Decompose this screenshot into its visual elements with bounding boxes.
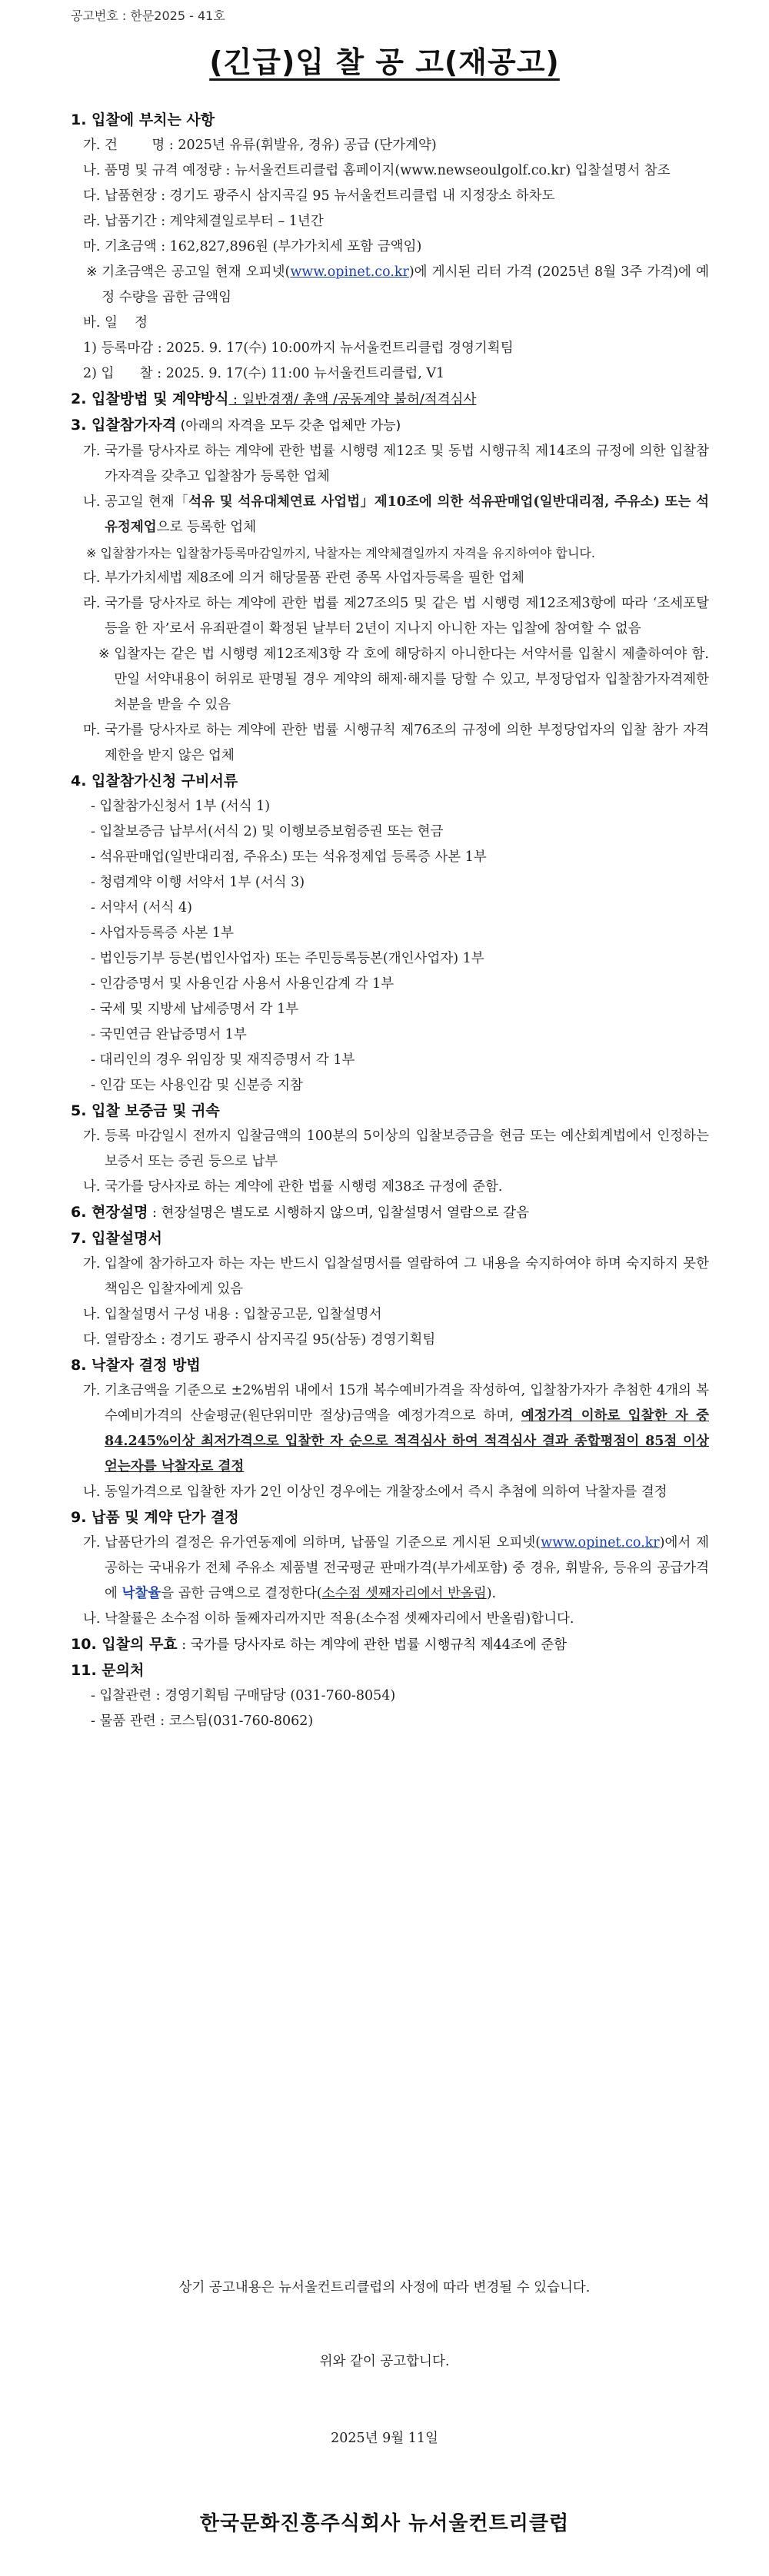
- item-base-amount: 마. 기초금액 : 162,827,896원 (부가가치세 포함 금액임): [83, 239, 422, 254]
- eligibility-ga: 가. 국가를 당사자로 하는 계약에 관한 법률 시행령 제12조 및 동법 시행규칙 제14조의 규정에 의한 입찰참가자격을 갖추고 입찰참가 등록한 업체: [83, 444, 709, 484]
- price-na: 나. 낙찰률은 소수점 이하 둘째자리까지만 적용(소수점 셋째자리에서 반올림)합니다.: [83, 1611, 574, 1627]
- page-title: (긴급)입 찰 공 고(재공고): [209, 45, 560, 79]
- eligibility-na: 나. 공고일 현재「석유 및 석유대체연료 사업법」제10조에 의한 석유판매업(일반대리점, 주유소) 또는 석유정제업으로 등록한 업체: [83, 494, 709, 535]
- organization-name: 한국문화진흥주식회사 뉴서울컨트리클럽: [199, 2512, 570, 2535]
- eligibility-note-1: ※ 입찰참가자는 입찰참가등록마감일까지, 낙찰자는 계약체결일까지 자격을 유지하여야 합니다.: [86, 546, 595, 560]
- section-title: 6. 현장설명: [71, 1204, 148, 1221]
- site-briefing-text: : 현장설명은 별도로 시행하지 않으며, 입찰설명서 열람으로 갈음: [148, 1205, 529, 1221]
- section-unit-price: [71, 1505, 709, 1632]
- list-item: - 청렴계약 이행 서약서 1부 (서식 3): [91, 875, 305, 890]
- award-na: 나. 동일가격으로 입찰한 자가 2인 이상인 경우에는 개찰장소에서 즉시 추첨에 의하여 낙찰자를 결정: [83, 1484, 667, 1500]
- section-site-briefing: [71, 1200, 709, 1226]
- item-delivery-period: 라. 납품기간 : 계약체결일로부터 – 1년간: [83, 214, 324, 229]
- section-eligibility: [71, 413, 709, 769]
- opinet-link[interactable]: www.opinet.co.kr: [290, 264, 409, 280]
- list-item: - 입찰관련 : 경영기획팀 구매담당 (031-760-8054): [91, 1688, 396, 1703]
- item-name: 가. 건 명 : 2025년 유류(휘발유, 경유) 공급 (단가계약): [83, 138, 437, 153]
- list-item: - 입찰보증금 납부서(서식 2) 및 이행보증보험증권 또는 현금: [91, 824, 444, 839]
- schedule-registration: 1) 등록마감 : 2025. 9. 17(수) 10:00까지 뉴서울컨트리클럽 경영기획팀: [83, 341, 514, 356]
- section-title: 4. 입찰참가신청 구비서류: [71, 773, 238, 789]
- schedule-bid: 2) 입 찰 : 2025. 9. 17(수) 11:00 뉴서울컨트리클럽, V1: [83, 366, 445, 381]
- announce-date: 2025년 9월 11일: [331, 2431, 438, 2446]
- list-item: - 석유판매업(일반대리점, 주유소) 또는 석유정제업 등록증 사본 1부: [91, 849, 487, 865]
- invalid-bid-text: : 국가를 당사자로 하는 계약에 관한 법률 시행규칙 제44조에 준함: [177, 1637, 568, 1653]
- section-bid-manual: [71, 1226, 709, 1353]
- section-award-method: [71, 1353, 709, 1505]
- section-title: 8. 낙찰자 결정 방법: [71, 1357, 201, 1374]
- list-item: - 국민연금 완납증명서 1부: [91, 1027, 247, 1042]
- document-body: [71, 108, 709, 1734]
- list-item: - 인감 또는 사용인감 및 신분증 지참: [91, 1078, 303, 1093]
- eligibility-da: 다. 부가가치세법 제8조에 의거 해당물품 관련 종목 사업자등록을 필한 업체: [83, 570, 524, 586]
- list-item: - 입찰참가신청서 1부 (서식 1): [91, 799, 271, 814]
- item-delivery-site: 다. 납품현장 : 경기도 광주시 삼지곡길 95 뉴서울컨트리클럽 내 지정장소 하차도: [83, 188, 555, 204]
- list-item: - 인감증명서 및 사용인감 사용서 사용인감계 각 1부: [91, 976, 394, 992]
- section-title: 7. 입찰설명서: [71, 1230, 162, 1247]
- deposit-na: 나. 국가를 당사자로 하는 계약에 관한 법률 시행령 제38조 규정에 준함.: [83, 1179, 503, 1195]
- section-title: 5. 입찰 보증금 및 귀속: [71, 1102, 220, 1119]
- document-number: 공고번호 : 한문2025 - 41호: [71, 8, 225, 23]
- section-required-documents: [71, 769, 709, 1099]
- deposit-ga: 가. 등록 마감일시 전까지 입찰금액의 100분의 5이상의 입찰보증금을 현금 또는 예산회계법에서 인정하는 보증서 또는 증권 등으로 납부: [83, 1128, 709, 1169]
- section-note: (아래의 자격을 모두 갖춘 업체만 가능): [176, 418, 401, 434]
- section-title: 9. 납품 및 계약 단가 결정: [71, 1509, 239, 1526]
- eligibility-ma: 마. 국가를 당사자로 하는 계약에 관한 법률 시행규칙 제76조의 규정에 의한 부정당업자의 입찰 참가 자격제한을 받지 않은 업체: [83, 723, 709, 763]
- section-contact: [71, 1658, 709, 1734]
- manual-na: 나. 입찰설명서 구성 내용 : 입찰공고문, 입찰설명서: [83, 1307, 382, 1322]
- item-spec: 나. 품명 및 규격 예정량 : 뉴서울컨트리클럽 홈페이지(www.newseoulgolf.co.kr) 입찰설명서 참조: [83, 163, 671, 178]
- manual-ga: 가. 입찰에 참가하고자 하는 자는 반드시 입찰설명서를 열람하여 그 내용을 숙지하여야 하며 숙지하지 못한 책임은 입찰자에게 있음: [83, 1256, 709, 1297]
- change-notice: 상기 공고내용은 뉴서울컨트리클럽의 사정에 따라 변경될 수 있습니다.: [178, 2280, 591, 2295]
- award-ga: 가. 기초금액을 기준으로 ±2%범위 내에서 15개 복수예비가격을 작성하여, 입찰참가자가 추첨한 4개의 복수예비가격의 산술평균(원단위미만 절상)금액을 예정가격으로 하며, 예정가격 이하로 입찰한 자 중 84.245%이상 최저가격으로 입찰한 자 순으로 적격심사 하여 적격심사 결과 종합평점이 85점 이상 얻는자를 낙찰자로 결정: [83, 1383, 709, 1474]
- eligibility-ra: 라. 국가를 당사자로 하는 계약에 관한 법률 제27조의5 및 같은 법 시행령 제12조제3항에 따라 ‘조세포탈 등을 한 자’로서 유죄판결이 확정된 날부터 2년이 지나지 아니한 자는 입찰에 참여할 수 없음: [83, 596, 709, 637]
- section-title: 2. 입찰방법 및 계약방식: [71, 391, 229, 407]
- manual-da: 다. 열람장소 : 경기도 광주시 삼지곡길 95(삼동) 경영기획팀: [83, 1332, 436, 1348]
- list-item: - 물품 관련 : 코스팀(031-760-8062): [91, 1713, 314, 1729]
- list-item: - 법인등기부 등본(법인사업자) 또는 주민등록등본(개인사업자) 1부: [91, 951, 484, 966]
- price-ga: 가. 납품단가의 결정은 유가연동제에 의하며, 납품일 기준으로 게시된 오피넷(www.opinet.co.kr)에서 제공하는 국내유가 전체 주유소 제품별 전국평균 판매가격(부가세포함) 중 경유, 휘발유, 등유의 공급가격에 낙찰율을 곱한 금액으로 결정한다(소수점 셋째자리에서 반올림).: [83, 1535, 709, 1601]
- list-item: - 대리인의 경우 위임장 및 재직증명서 각 1부: [91, 1052, 355, 1068]
- item-schedule: 바. 일 정: [83, 315, 148, 331]
- opinet-link[interactable]: www.opinet.co.kr: [541, 1535, 660, 1551]
- section-title: 10. 입찰의 무효: [71, 1636, 178, 1653]
- section-title: 11. 문의처: [71, 1662, 145, 1679]
- list-item: - 국세 및 지방세 납세증명서 각 1부: [91, 1002, 299, 1017]
- announce-line: 위와 같이 공고합니다.: [319, 2354, 450, 2369]
- list-item: - 서약서 (서식 4): [91, 900, 192, 916]
- section-title: 1. 입찰에 부치는 사항: [71, 111, 215, 128]
- section-bid-items: [71, 108, 709, 387]
- base-amount-note: ※ 기초금액은 공고일 현재 오피넷(www.opinet.co.kr)에 게시된 리터 가격 (2025년 8월 3주 가격)에 예정 수량을 곱한 금액임: [86, 264, 709, 305]
- section-title: 3. 입찰참가자격: [71, 417, 177, 434]
- eligibility-note-2: ※ 입찰자는 같은 법 시행령 제12조제3항 각 호에 해당하지 아니한다는 서약서를 입찰시 제출하여야 함. 만일 서약내용이 허위로 판명될 경우 계약의 해제·해지를 당할 수 있고, 부정당업자 입찰참가자격제한처분을 받을 수 있음: [98, 646, 709, 713]
- bid-method-text: : 일반경쟁/ 총액 /공동계약 불허/적격심사: [228, 392, 477, 407]
- list-item: - 사업자등록증 사본 1부: [91, 926, 234, 941]
- title-wrap: [0, 38, 769, 81]
- section-bid-deposit: [71, 1099, 709, 1200]
- section-invalid-bid: [71, 1632, 709, 1658]
- section-bid-method: [71, 387, 709, 413]
